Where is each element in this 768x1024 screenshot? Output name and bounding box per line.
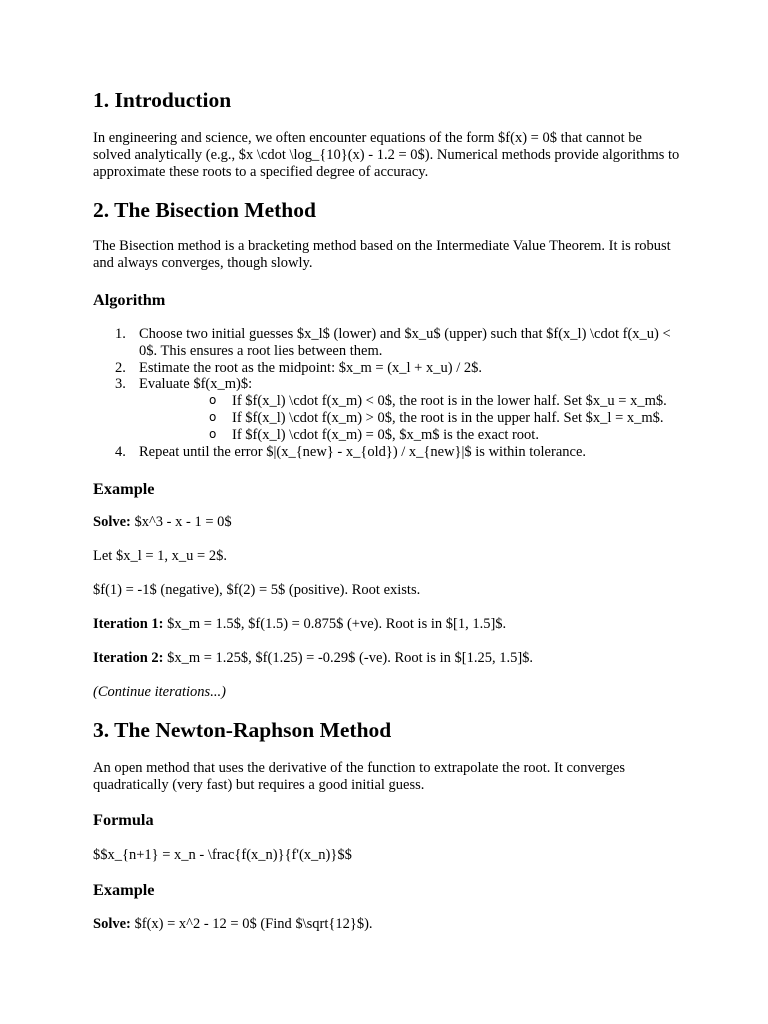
continue-note: (Continue iterations...) bbox=[93, 684, 226, 700]
initial-guesses-line: Let $x_l = 1, x_u = 2$. bbox=[93, 548, 227, 564]
list-item bbox=[93, 326, 683, 360]
list-item bbox=[93, 444, 683, 461]
iteration-2-label: Iteration 2: bbox=[93, 650, 164, 666]
newton-paragraph: An open method that uses the derivative of the function to extrapolate the root. It converges quadratically (very fast) but requires a good initial guess. bbox=[93, 760, 626, 793]
newton-heading: 3. The Newton-Raphson Method bbox=[93, 718, 392, 742]
formula-heading: Formula bbox=[93, 810, 154, 829]
step-number: 2. bbox=[115, 359, 126, 376]
circle-bullet-icon: o bbox=[209, 426, 217, 441]
iteration-2-text: $x_m = 1.25$, $f(1.25) = -0.29$ (-ve). Root is in $[1.25, 1.5]$. bbox=[163, 650, 534, 666]
newton-example-heading: Example bbox=[93, 880, 155, 899]
list-item bbox=[93, 360, 683, 377]
iteration-1-label: Iteration 1: bbox=[93, 616, 164, 632]
circle-bullet-icon: o bbox=[209, 393, 217, 408]
list-item bbox=[139, 410, 683, 427]
solve-label: Solve: bbox=[93, 916, 131, 932]
solve-label: Solve: bbox=[93, 514, 131, 530]
iteration-2-line bbox=[93, 650, 683, 667]
sub-step-text: If $f(x_l) \cdot f(x_m) < 0$, the root is in the lower half. Set $x_u = x_m$. bbox=[232, 393, 667, 410]
root-check-line: $f(1) = -1$ (negative), $f(2) = 5$ (positive). Root exists. bbox=[93, 582, 421, 598]
sub-step-text: If $f(x_l) \cdot f(x_m) > 0$, the root is in the upper half. Set $x_l = x_m$. bbox=[232, 409, 664, 426]
sub-step-text: If $f(x_l) \cdot f(x_m) = 0$, $x_m$ is the exact root. bbox=[232, 426, 539, 443]
solve-equation: $f(x) = x^2 - 12 = 0$ (Find $\sqrt{12}$). bbox=[130, 916, 373, 932]
list-item bbox=[139, 393, 683, 410]
sub-steps bbox=[139, 393, 683, 443]
list-item bbox=[139, 427, 683, 444]
step-number: 4. bbox=[115, 443, 126, 460]
intro-paragraph: In engineering and science, we often encounter equations of the form $f(x) = 0$ that cannot be solved analytically (e.g., $x \cdot \log_{10}(x) - 1.2 = 0$). Numerical methods provide algorithms to approximate these roots to a specified degree of accuracy. bbox=[93, 130, 680, 180]
intro-heading: 1. Introduction bbox=[93, 88, 232, 112]
bisection-paragraph: The Bisection method is a bracketing method based on the Intermediate Value Theorem. It is robust and always converges, though slowly. bbox=[93, 238, 671, 271]
step-number: 3. bbox=[115, 376, 126, 393]
solve-equation: $x^3 - x - 1 = 0$ bbox=[130, 514, 232, 530]
circle-bullet-icon: o bbox=[209, 409, 217, 424]
step-text: Evaluate $f(x_m)$: bbox=[139, 376, 253, 393]
iteration-1-line bbox=[93, 616, 683, 633]
step-text: Choose two initial guesses $x_l$ (lower) and $x_u$ (upper) such that $f(x_l) \cdot f(x_u) < 0$. This ensures a root lies between them. bbox=[139, 326, 671, 359]
step-number: 1. bbox=[115, 326, 126, 342]
step-text: Repeat until the error $|(x_{new} - x_{old}) / x_{new}|$ is within tolerance. bbox=[139, 443, 587, 460]
bisection-heading: 2. The Bisection Method bbox=[93, 198, 316, 222]
step-text: Estimate the root as the midpoint: $x_m = (x_l + x_u) / 2$. bbox=[139, 359, 482, 376]
bisection-solve-line bbox=[93, 514, 683, 531]
newton-solve-line bbox=[93, 916, 683, 933]
iteration-1-text: $x_m = 1.5$, $f(1.5) = 0.875$ (+ve). Root is in $[1, 1.5]$. bbox=[163, 616, 507, 632]
algorithm-heading: Algorithm bbox=[93, 290, 166, 309]
bisection-example-heading: Example bbox=[93, 479, 155, 498]
algorithm-steps bbox=[93, 326, 683, 460]
list-item bbox=[93, 376, 683, 443]
newton-formula: $$x_{n+1} = x_n - \frac{f(x_n)}{f'(x_n)}$$ bbox=[93, 847, 352, 863]
